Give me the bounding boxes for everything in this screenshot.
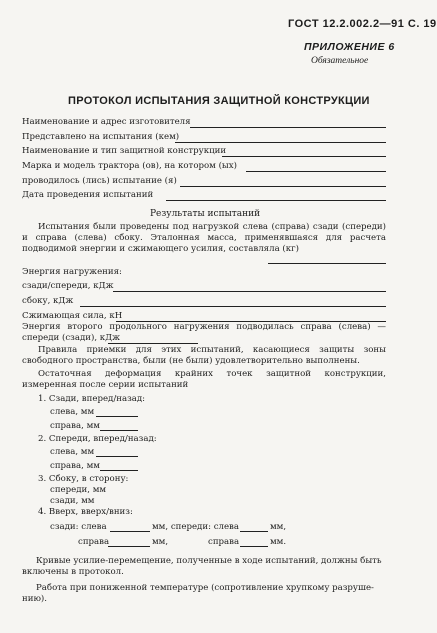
up-front-left-line[interactable] bbox=[240, 531, 268, 532]
front-right-label: справа, мм bbox=[50, 461, 100, 471]
second-loading-line[interactable] bbox=[108, 343, 198, 344]
field-tractor-model: Марка и модель трактора (ов), на котором (ых) bbox=[22, 161, 237, 171]
field-submitted-by: Представлено на испытания (кем) bbox=[22, 132, 180, 142]
ref-mass-line[interactable] bbox=[268, 263, 386, 264]
field-structure-type: Наименование и тип защитной конструкции bbox=[22, 146, 227, 156]
item-rear: 1. Сзади, вперед/назад: bbox=[38, 394, 146, 404]
up-mm-comma: мм, bbox=[270, 522, 287, 532]
energy-rear-front-label: сзади/спереди, кДж bbox=[22, 281, 114, 291]
front-left-label: слева, мм bbox=[50, 447, 95, 457]
field-test-date-line[interactable] bbox=[166, 200, 386, 201]
energy-heading: Энергия нагружения: bbox=[22, 267, 122, 277]
field-manufacturer-line[interactable] bbox=[190, 127, 386, 128]
energy-side-line[interactable] bbox=[80, 306, 386, 307]
up-mm-dot: мм. bbox=[270, 537, 287, 547]
up-front-left-label: мм, спереди: слева bbox=[152, 522, 240, 532]
page-title: ПРОТОКОЛ ИСПЫТАНИЯ ЗАЩИТНОЙ КОНСТРУКЦИИ bbox=[68, 95, 370, 107]
up-rear-left-line[interactable] bbox=[110, 531, 150, 532]
rear-left-line[interactable] bbox=[96, 416, 138, 417]
field-manufacturer: Наименование и адрес изготовителя bbox=[22, 117, 191, 127]
results-heading: Результаты испытаний bbox=[150, 209, 261, 219]
field-tested: проводилось (лись) испытание (я) bbox=[22, 176, 177, 186]
rear-right-line[interactable] bbox=[100, 430, 138, 431]
item-up: 4. Вверх, вверх/вниз: bbox=[38, 507, 133, 517]
low-temp-line2: нию). bbox=[22, 594, 48, 604]
up-front-right-line[interactable] bbox=[240, 546, 268, 547]
mandatory-label: Обязательное bbox=[311, 56, 369, 66]
field-test-date: Дата проведения испытаний bbox=[22, 190, 154, 200]
rear-right-label: справа, мм bbox=[50, 421, 100, 431]
curves-text-line2: включены в протокол. bbox=[22, 567, 124, 577]
up-rear-right-line[interactable] bbox=[108, 546, 150, 547]
acceptance-rules-text: Правила приемки для этих испытаний, касающиеся защиты зоны свободного пространства, были (не были) удовлетворительно выполнены. bbox=[22, 345, 386, 366]
standard-reference: ГОСТ 12.2.002.2—91 С. 19 bbox=[288, 18, 437, 30]
side-front-label: спереди, мм bbox=[50, 485, 107, 495]
item-side: 3. Сбоку, в сторону: bbox=[38, 474, 129, 484]
item-front: 2. Спереди, вперед/назад: bbox=[38, 434, 157, 444]
up-front-right-label: справа bbox=[208, 537, 240, 547]
field-structure-type-line[interactable] bbox=[222, 156, 386, 157]
compress-force-label: Сжимающая сила, кН bbox=[22, 311, 123, 321]
up-rear-left-label: сзади: слева bbox=[50, 522, 107, 532]
front-right-line[interactable] bbox=[100, 470, 138, 471]
field-tractor-model-line[interactable] bbox=[246, 171, 386, 172]
low-temp-line1: Работа при пониженной температуре (сопротивление хрупкому разруше- bbox=[36, 583, 374, 593]
field-tested-line[interactable] bbox=[180, 186, 386, 187]
curves-text-line1: Кривые усилие-перемещение, полученные в ходе испытаний, должны быть bbox=[36, 556, 382, 566]
appendix-label: ПРИЛОЖЕНИЕ 6 bbox=[304, 41, 395, 53]
energy-rear-front-line[interactable] bbox=[113, 291, 386, 292]
up-right-label: справа bbox=[78, 537, 110, 547]
up-rear-right-mm: мм, bbox=[152, 537, 169, 547]
side-rear-label: сзади, мм bbox=[50, 496, 95, 506]
rear-left-label: слева, мм bbox=[50, 407, 95, 417]
front-left-line[interactable] bbox=[96, 456, 138, 457]
second-loading-text: Энергия второго продольного нагружения подводилась справа (слева) — спереди (сзади), кДж bbox=[22, 322, 386, 343]
energy-side-label: сбоку, кДж bbox=[22, 296, 74, 306]
results-intro: Испытания были проведены под нагрузкой слева (справа) сзади (спереди) и справа (слева) сбоку. Эталонная масса, применявшаяся для расчета подводимой энергии и сжимающего усилия, составляла (кг) bbox=[22, 222, 386, 254]
residual-deformation-text: Остаточная деформация крайних точек защитной конструкции, измеренная после серии испытаний bbox=[22, 369, 386, 390]
field-submitted-by-line[interactable] bbox=[175, 142, 386, 143]
